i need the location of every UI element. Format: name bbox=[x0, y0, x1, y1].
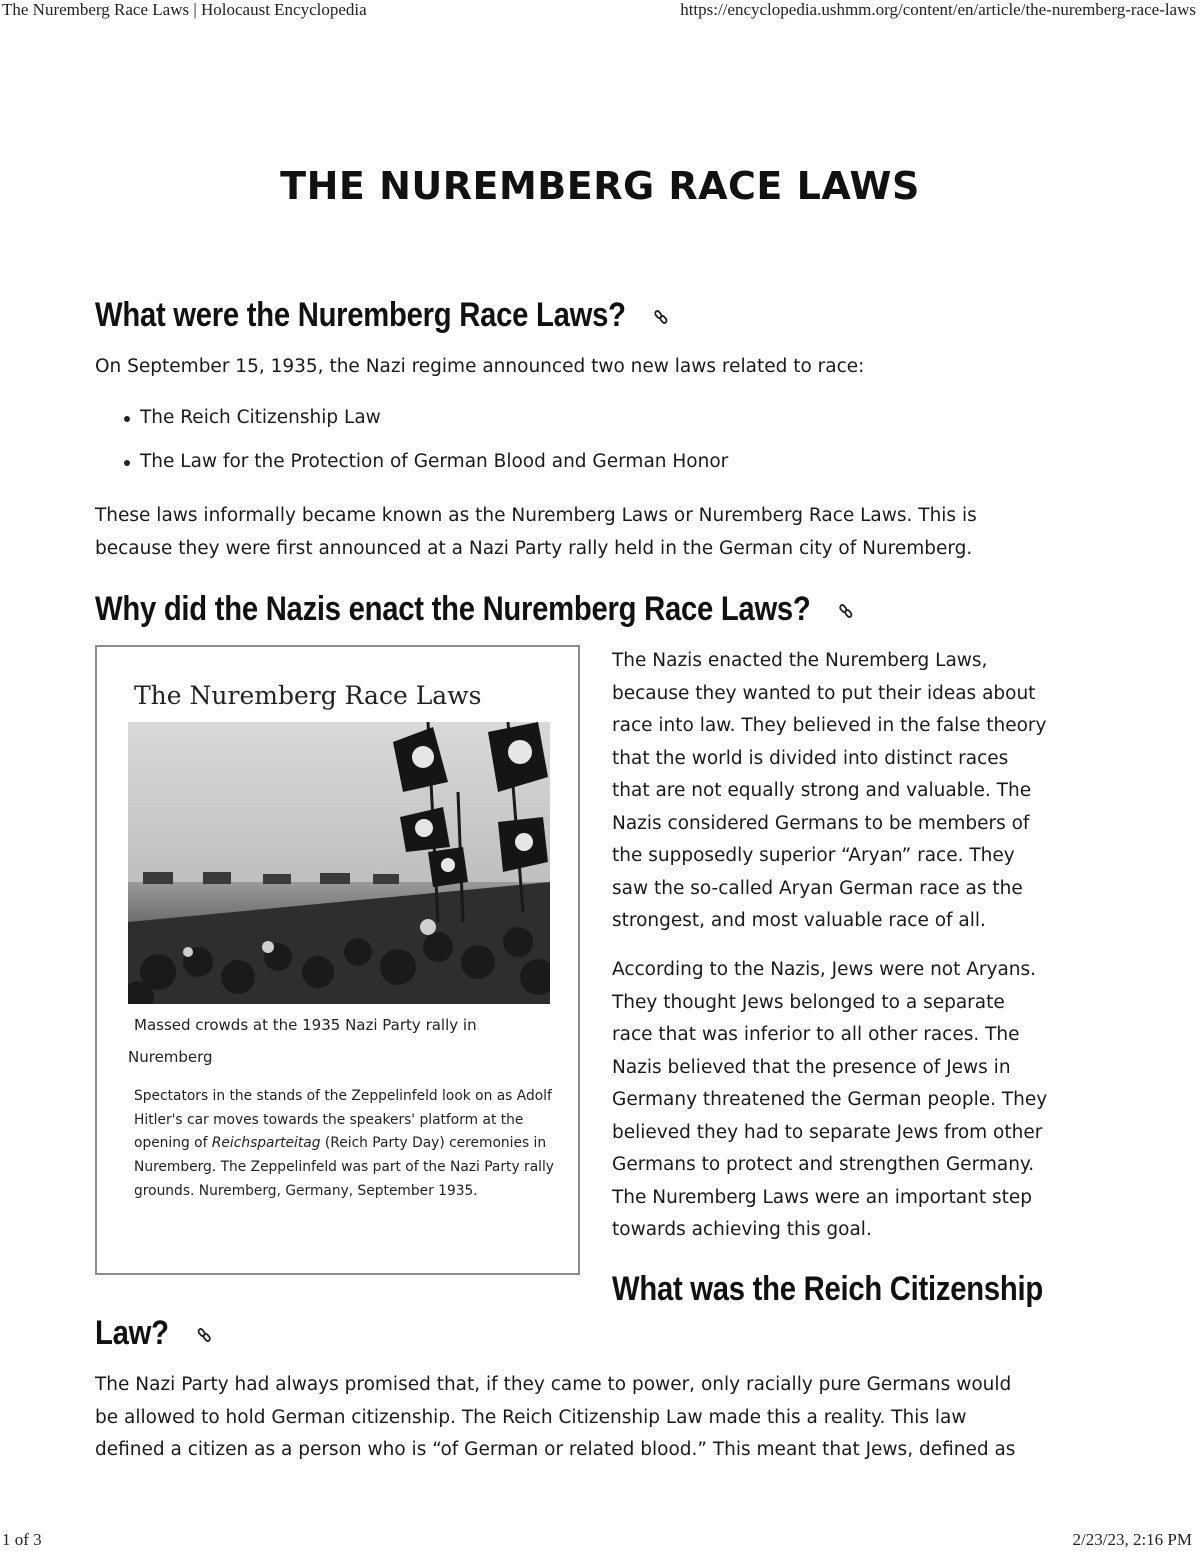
paragraph-line: The Nazi Party had always promised that, if they came to power, only racially pure Germans would bbox=[95, 1374, 1012, 1395]
laws-list bbox=[122, 402, 728, 490]
print-page-title: The Nuremberg Race Laws | Holocaust Encyclopedia bbox=[2, 0, 367, 19]
paragraph-line: towards achieving this goal. bbox=[612, 1219, 872, 1240]
paragraph-line: The Nuremberg Laws were an important step bbox=[612, 1186, 1032, 1208]
credit-text: Spectators in the stands of the Zeppelinfeld look on as Adolf Hitler's car moves towards the speakers' platform at the opening of bbox=[134, 1088, 552, 1152]
print-page-url: https://encyclopedia.ushmm.org/content/en/article/the-nuremberg-race-laws bbox=[680, 0, 1196, 19]
rally-photo-image bbox=[128, 722, 550, 1004]
list-item: The Law for the Protection of German Blood and German Honor bbox=[122, 446, 728, 490]
paragraph-line: Nazis believed that the presence of Jews in bbox=[612, 1056, 1011, 1078]
section-heading-text: Law? bbox=[95, 1314, 169, 1352]
section-heading-text: What were the Nuremberg Race Laws? bbox=[95, 296, 626, 334]
link-icon[interactable] bbox=[654, 309, 668, 325]
paragraph-line: be allowed to hold German citizenship. The Reich Citizenship Law made this a reality. This law bbox=[95, 1406, 967, 1428]
paragraph-line: believed they had to separate Jews from other bbox=[612, 1121, 1043, 1143]
section-heading-what-were bbox=[95, 296, 668, 335]
paragraph-line: that are not equally strong and valuable. The bbox=[612, 780, 1032, 801]
rally-photo[interactable] bbox=[128, 722, 550, 1004]
section-heading-citizenship bbox=[612, 1270, 1043, 1309]
paragraph-line: saw the so-called Aryan German race as the bbox=[612, 877, 1023, 899]
paragraph-line: strongest, and most valuable race of all. bbox=[612, 910, 986, 931]
paragraph-line: because they were first announced at a Nazi Party rally held in the German city of Nuremberg. bbox=[95, 537, 973, 559]
section-heading-why bbox=[95, 590, 853, 629]
laws-name-paragraph bbox=[95, 500, 977, 565]
caption-line: Massed crowds at the 1935 Nazi Party rally in bbox=[134, 1016, 477, 1034]
figure-credit bbox=[134, 1085, 554, 1204]
why-paragraph-2 bbox=[612, 954, 1047, 1247]
paragraph-line: race into law. They believed in the false theory bbox=[612, 715, 1047, 736]
section-heading-citizenship-cont bbox=[95, 1314, 211, 1353]
article-title: THE NUREMBERG RACE LAWS bbox=[280, 164, 920, 208]
print-header bbox=[0, 0, 1200, 24]
paragraph-line: According to the Nazis, Jews were not Aryans. bbox=[612, 959, 1037, 980]
section-heading-text: Why did the Nazis enact the Nuremberg Race Laws? bbox=[95, 590, 811, 628]
paragraph-line: They thought Jews belonged to a separate bbox=[612, 991, 1005, 1013]
paragraph-line: defined a citizen as a person who is “of German or related blood.” This meant that Jews, defined as bbox=[95, 1439, 1016, 1460]
paragraph-line: because they wanted to put their ideas about bbox=[612, 682, 1036, 704]
paragraph-line: These laws informally became known as the Nuremberg Laws or Nuremberg Race Laws. This is bbox=[95, 505, 977, 526]
page-count: 1 of 3 bbox=[2, 1530, 42, 1549]
citizenship-paragraph bbox=[95, 1369, 1015, 1467]
list-item: The Reich Citizenship Law bbox=[122, 402, 728, 446]
section-heading-text: What was the Reich Citizenship bbox=[612, 1270, 1043, 1308]
print-footer bbox=[0, 1530, 1200, 1552]
paragraph-line: Germany threatened the German people. They bbox=[612, 1089, 1048, 1110]
paragraph-line: Nazis considered Germans to be members of bbox=[612, 812, 1030, 834]
link-icon[interactable] bbox=[839, 603, 853, 619]
caption-line: Nuremberg bbox=[128, 1048, 213, 1066]
print-datetime: 2/23/23, 2:16 PM bbox=[1072, 1530, 1192, 1549]
link-icon[interactable] bbox=[197, 1327, 211, 1343]
figure-title: The Nuremberg Race Laws bbox=[134, 681, 482, 710]
paragraph-line: Germans to protect and strengthen Germany. bbox=[612, 1154, 1035, 1175]
paragraph-line: that the world is divided into distinct races bbox=[612, 747, 1009, 769]
paragraph-line: the supposedly superior “Aryan” race. They bbox=[612, 845, 1015, 866]
figure-card bbox=[95, 645, 580, 1275]
credit-italic-term: Reichsparteitag bbox=[211, 1135, 321, 1152]
paragraph-line: race that was inferior to all other races. The bbox=[612, 1024, 1020, 1045]
why-paragraph-1 bbox=[612, 645, 1046, 938]
paragraph-line: The Nazis enacted the Nuremberg Laws, bbox=[612, 650, 988, 671]
intro-paragraph: On September 15, 1935, the Nazi regime announced two new laws related to race: bbox=[95, 356, 865, 377]
figure-caption bbox=[128, 1009, 548, 1073]
credit-text: (Reich Party Day) ceremonies in Nuremberg. The Zeppelinfeld was part of the Nazi Party rally grounds. Nuremberg, Germany, September 1935. bbox=[134, 1135, 554, 1199]
